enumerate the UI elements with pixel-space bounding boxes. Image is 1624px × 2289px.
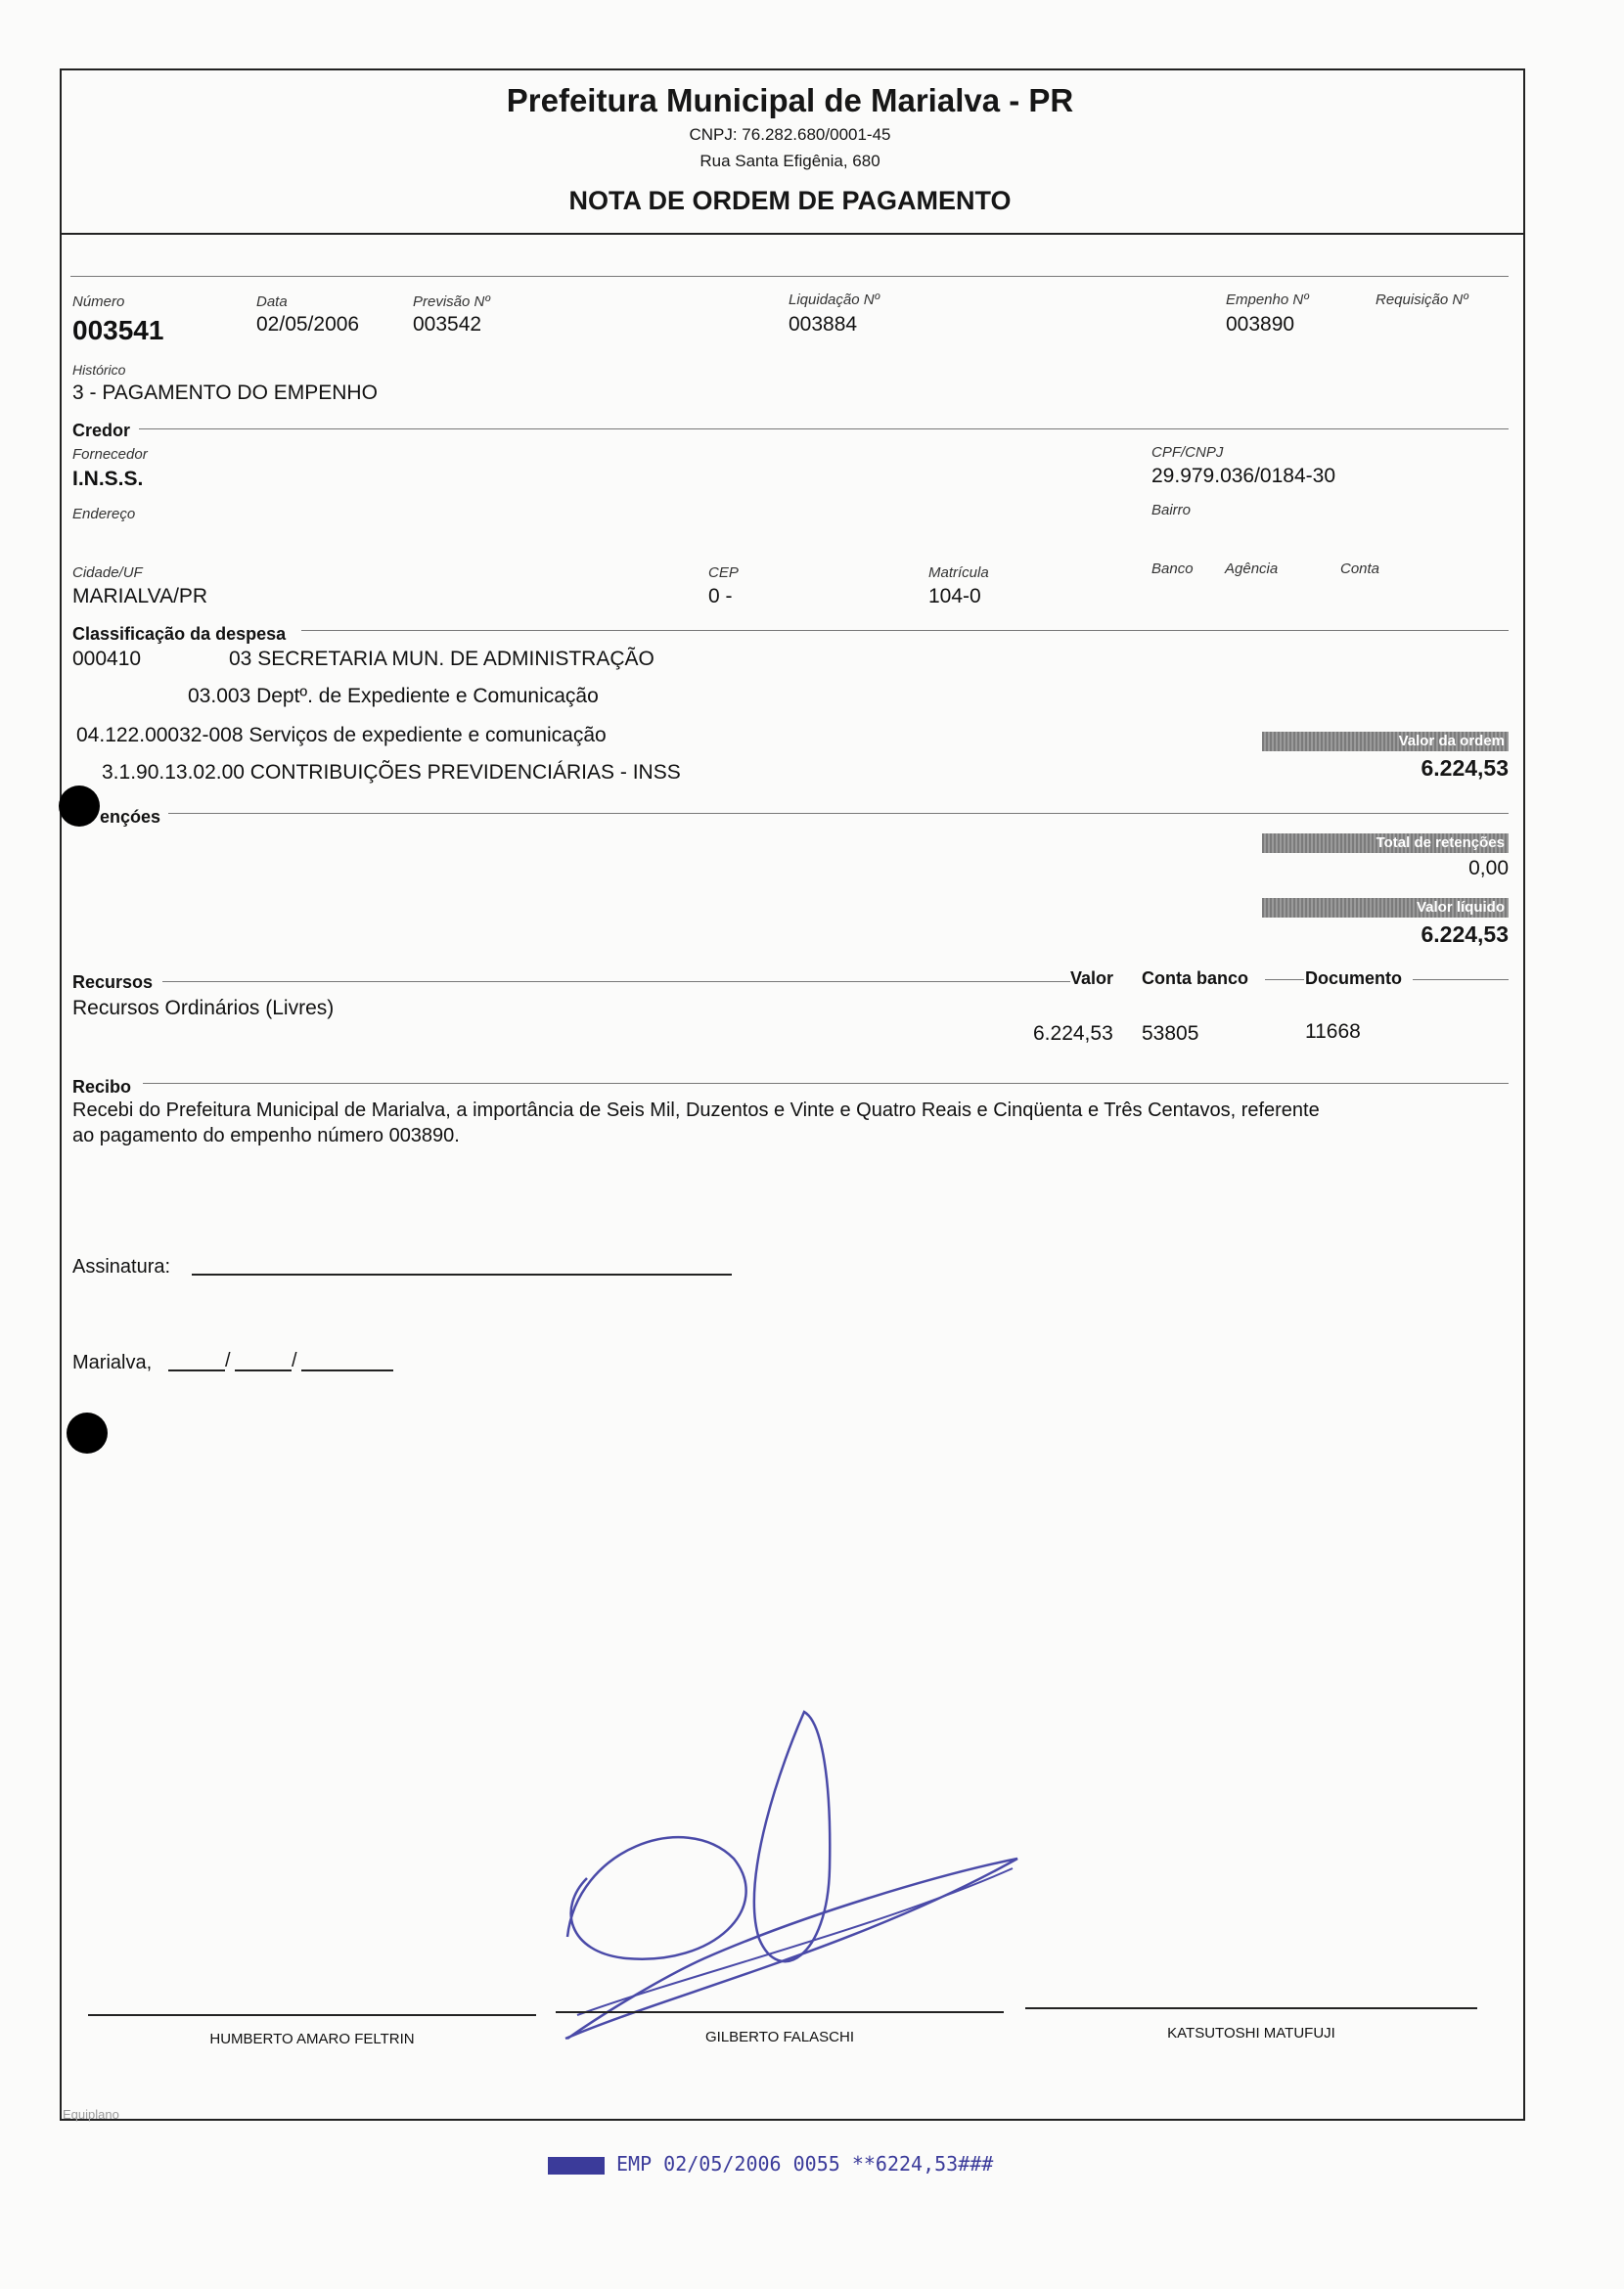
cidade-value: MARIALVA/PR <box>72 585 208 607</box>
punch-hole <box>59 785 100 827</box>
retencoes-section: ençóes <box>100 807 161 827</box>
recursos-documento: 11668 <box>1305 1020 1361 1043</box>
signature-line-1 <box>88 2014 536 2016</box>
empenho-value: 003890 <box>1226 313 1295 336</box>
cep-label: CEP <box>708 564 739 581</box>
signatory-name-2: GILBERTO FALASCHI <box>705 2029 854 2045</box>
data-value: 02/05/2006 <box>256 313 360 336</box>
liquidacao-value: 003884 <box>789 313 858 336</box>
banco-label: Banco <box>1151 561 1194 577</box>
cpf-label: CPF/CNPJ <box>1151 444 1224 461</box>
software-footer: Equiplano <box>63 2107 119 2122</box>
signature-line-3 <box>1025 2007 1477 2009</box>
recibo-text-line1: Recebi do Prefeitura Municipal de Marialva, a importância de Seis Mil, Duzentos e Vinte e Quatro Reais e Cinqüenta e Três Centavos, referente <box>72 1100 1320 1121</box>
signature-line-2 <box>556 2011 1004 2013</box>
matricula-label: Matrícula <box>928 564 989 581</box>
departamento: 03.003 Deptº. de Expediente e Comunicação <box>188 685 599 707</box>
fornecedor-value: I.N.S.S. <box>72 468 144 490</box>
valor-ordem-value: 6.224,53 <box>1421 755 1509 781</box>
agencia-label: Agência <box>1225 561 1279 577</box>
recursos-documento-header: Documento <box>1305 968 1402 988</box>
recursos-rule <box>162 981 1070 982</box>
payment-stamp <box>548 2152 993 2176</box>
recursos-rule-2 <box>1265 979 1304 980</box>
liquidacao-label: Liquidação Nº <box>789 292 880 308</box>
local-label: Marialva, <box>72 1352 153 1373</box>
header-cnpj: CNPJ: 76.282.680/0001-45 <box>689 125 891 144</box>
historico-value: 3 - PAGAMENTO DO EMPENHO <box>72 382 378 404</box>
date-year-line[interactable] <box>301 1369 393 1371</box>
recursos-valor-header: Valor <box>1070 968 1114 988</box>
assinatura-label: Assinatura: <box>72 1256 171 1278</box>
signatory-name-3: KATSUTOSHI MATUFUJI <box>1167 2025 1335 2042</box>
recursos-valor: 6.224,53 <box>1033 1022 1113 1045</box>
punch-hole <box>67 1413 108 1454</box>
date-day-line[interactable] <box>168 1369 225 1371</box>
conta-label: Conta <box>1340 561 1380 577</box>
recursos-conta: 53805 <box>1142 1022 1199 1045</box>
programa: 04.122.00032-008 Serviços de expediente e comunicação <box>76 724 607 746</box>
recibo-section: Recibo <box>72 1077 132 1097</box>
historico-label: Histórico <box>72 362 126 378</box>
data-label: Data <box>256 293 288 310</box>
matricula-value: 104-0 <box>928 585 981 607</box>
stamp-text: EMP 02/05/2006 0055 **6224,53### <box>616 2152 994 2176</box>
total-retencoes-value: 0,00 <box>1468 857 1509 879</box>
requisicao-label: Requisição Nº <box>1376 292 1468 308</box>
retencoes-rule <box>168 813 1509 814</box>
ids-top-rule <box>70 276 1509 277</box>
date-month-line[interactable] <box>235 1369 292 1371</box>
stamp-logo-icon <box>548 2157 605 2175</box>
document-title: NOTA DE ORDEM DE PAGAMENTO <box>568 186 1012 215</box>
secretaria: 03 SECRETARIA MUN. DE ADMINISTRAÇÃO <box>229 648 654 670</box>
classificacao-rule <box>301 630 1509 631</box>
endereco-label: Endereço <box>72 506 136 522</box>
credor-rule <box>139 428 1509 429</box>
recursos-conta-header: Conta banco <box>1142 968 1249 988</box>
date-slash-1: / <box>225 1350 231 1371</box>
credor-section: Credor <box>72 421 131 440</box>
header-divider <box>60 233 1525 235</box>
recursos-rule-3 <box>1413 979 1509 980</box>
cidade-label: Cidade/UF <box>72 564 143 581</box>
total-retencoes-bar: Total de retenções <box>1262 833 1509 853</box>
signature-scribble <box>548 1702 1037 2054</box>
empenho-label: Empenho Nº <box>1226 292 1309 308</box>
recibo-text-line2: ao pagamento do empenho número 003890. <box>72 1125 460 1146</box>
numero-label: Número <box>72 293 125 310</box>
classificacao-code: 000410 <box>72 648 142 670</box>
recursos-descricao: Recursos Ordinários (Livres) <box>72 997 335 1019</box>
assinatura-line[interactable] <box>192 1274 732 1276</box>
recibo-rule <box>143 1083 1509 1084</box>
valor-liquido-bar: Valor líquido <box>1262 898 1509 918</box>
fornecedor-label: Fornecedor <box>72 446 148 463</box>
valor-liquido-value: 6.224,53 <box>1421 921 1509 947</box>
classificacao-section: Classificação da despesa <box>72 624 287 644</box>
cpf-value: 29.979.036/0184-30 <box>1151 465 1336 487</box>
date-slash-2: / <box>292 1350 297 1371</box>
previsao-label: Previsão Nº <box>413 293 490 310</box>
numero-value: 003541 <box>72 315 164 345</box>
valor-ordem-bar: Valor da ordem <box>1262 732 1509 751</box>
signatory-name-1: HUMBERTO AMARO FELTRIN <box>209 2031 415 2047</box>
bairro-label: Bairro <box>1151 502 1192 518</box>
cep-value: 0 - <box>708 585 733 607</box>
previsao-value: 003542 <box>413 313 482 336</box>
elemento-despesa: 3.1.90.13.02.00 CONTRIBUIÇÕES PREVIDENCIÁRIAS - INSS <box>102 761 681 784</box>
recursos-section: Recursos <box>72 972 154 992</box>
header-address: Rua Santa Efigênia, 680 <box>699 152 880 170</box>
header-title: Prefeitura Municipal de Marialva - PR <box>506 82 1074 118</box>
